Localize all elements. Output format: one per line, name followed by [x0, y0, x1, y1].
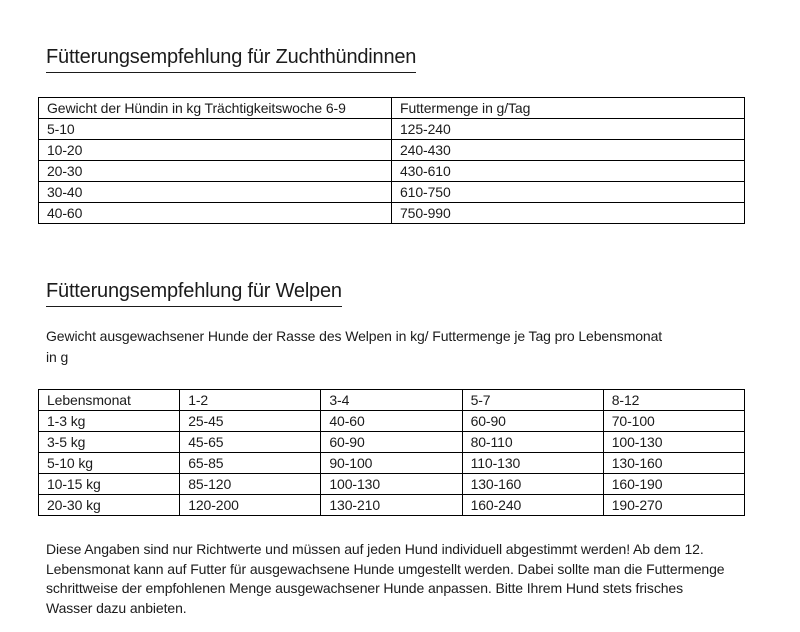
disclaimer-line: Diese Angaben sind nur Richtwerte und müssen auf jeden Hund individuell abgestimmt werden! Ab dem 12. — [46, 541, 704, 557]
intro-line: Gewicht ausgewachsener Hunde der Rasse des Welpen in kg/ Futtermenge je Tag pro Lebensmonat — [46, 328, 663, 344]
table-cell: 130-160 — [603, 453, 744, 474]
disclaimer-line: Lebensmonat kann auf Futter für ausgewachsene Hunde umgestellt werden. Dabei sollte man die Futtermenge — [46, 560, 725, 577]
table-row — [39, 203, 745, 224]
table-cell: 90-100 — [321, 453, 462, 474]
table-row — [39, 140, 745, 161]
table-cell: 610-750 — [392, 182, 745, 203]
table-cell: 750-990 — [392, 203, 745, 224]
table-cell: 45-65 — [180, 432, 321, 453]
table-cell: 25-45 — [180, 411, 321, 432]
table-cell: 125-240 — [392, 119, 745, 140]
disclaimer-line: Wasser dazu anbieten. — [46, 599, 187, 616]
table-row — [39, 474, 745, 495]
table-cell: 80-110 — [462, 432, 603, 453]
table-row — [39, 432, 745, 453]
table-cell: 3-5 kg — [39, 432, 180, 453]
table-row — [39, 453, 745, 474]
welpen-intro-text — [46, 326, 662, 368]
table-cell: 5-10 — [39, 119, 392, 140]
table-cell: 5-10 kg — [39, 453, 180, 474]
table-cell: 130-160 — [462, 474, 603, 495]
table-cell: 120-200 — [180, 495, 321, 516]
table-cell: 20-30 — [39, 161, 392, 182]
table-cell: 130-210 — [321, 495, 462, 516]
table-header-row — [39, 390, 745, 411]
table-cell: 160-240 — [462, 495, 603, 516]
table-cell: 100-130 — [321, 474, 462, 495]
table-row — [39, 411, 745, 432]
disclaimer-line: schrittweise der empfohlenen Menge ausgewachsener Hunde anpassen. Bitte Ihrem Hund stets frisches — [46, 580, 683, 596]
table-row — [39, 182, 745, 203]
col-header-lebensmonat: Lebensmonat — [39, 390, 180, 411]
section-title-welpen-text: Fütterungsempfehlung für Welpen — [46, 280, 342, 307]
col-header-monat-1-2: 1-2 — [180, 390, 321, 411]
table-row — [39, 119, 745, 140]
section-title-zuchthuendinnen-text: Fütterungsempfehlung für Zuchthündinnen — [46, 46, 416, 73]
table-cell: 70-100 — [603, 411, 744, 432]
table-cell: 65-85 — [180, 453, 321, 474]
table-cell: 60-90 — [321, 432, 462, 453]
intro-line: in g — [46, 349, 69, 365]
table-cell: 190-270 — [603, 495, 744, 516]
table-cell: 40-60 — [39, 203, 392, 224]
table-cell: 160-190 — [603, 474, 744, 495]
table-cell: 240-430 — [392, 140, 745, 161]
disclaimer-text — [46, 540, 724, 618]
table-row — [39, 161, 745, 182]
table-cell: 10-20 — [39, 140, 392, 161]
table-cell: 60-90 — [462, 411, 603, 432]
welpen-table — [38, 389, 745, 516]
col-header-monat-3-4: 3-4 — [321, 390, 462, 411]
table-cell: 40-60 — [321, 411, 462, 432]
table-row — [39, 495, 745, 516]
col-header-gewicht-huendin: Gewicht der Hündin in kg Trächtigkeitswoche 6-9 — [39, 98, 392, 119]
table-cell: 20-30 kg — [39, 495, 180, 516]
section-title-welpen — [46, 280, 342, 307]
col-header-futtermenge: Futtermenge in g/Tag — [392, 98, 745, 119]
table-cell: 110-130 — [462, 453, 603, 474]
table-header-row — [39, 98, 745, 119]
table-cell: 1-3 kg — [39, 411, 180, 432]
col-header-monat-8-12: 8-12 — [603, 390, 744, 411]
zuchthuendinnen-table — [38, 97, 745, 224]
table-cell: 430-610 — [392, 161, 745, 182]
table-cell: 85-120 — [180, 474, 321, 495]
section-title-zuchthuendinnen — [46, 46, 416, 73]
table-cell: 30-40 — [39, 182, 392, 203]
table-cell: 100-130 — [603, 432, 744, 453]
col-header-monat-5-7: 5-7 — [462, 390, 603, 411]
table-cell: 10-15 kg — [39, 474, 180, 495]
